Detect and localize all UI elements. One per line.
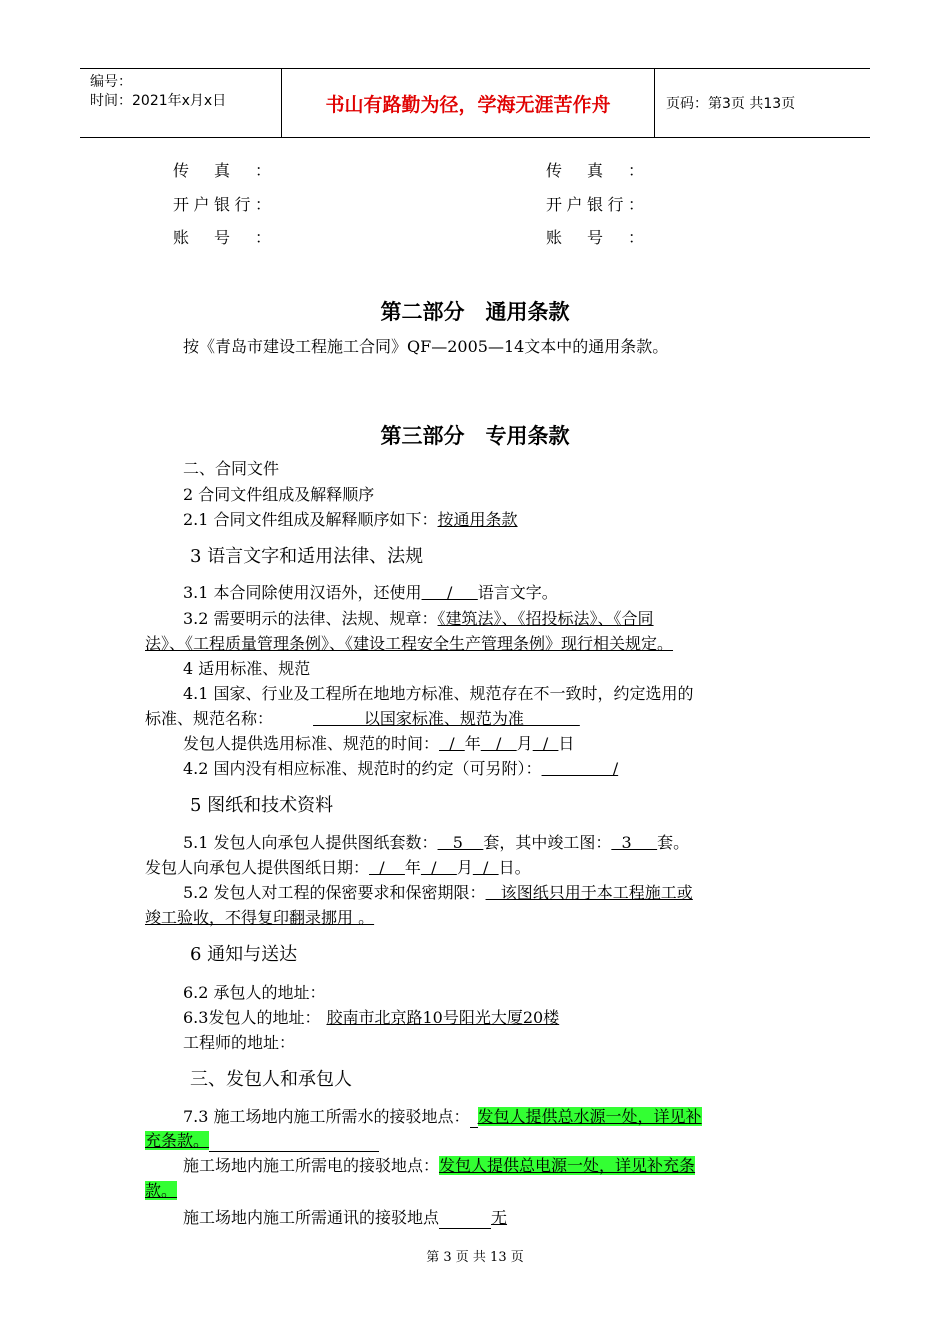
clause-4-1-name: 标准、规范名称： 以国家标准、规范为准 — [145, 709, 580, 728]
comm-point: 施工场地内施工所需通讯的接驳地点 无 — [183, 1208, 508, 1227]
section-3: 3 语言文字和适用法律、法规 — [190, 546, 424, 567]
part3-title: 第三部分 专用条款 — [380, 424, 570, 448]
engineer-address: 工程师的地址： — [183, 1033, 296, 1052]
fax-left: 传真： — [173, 161, 271, 180]
header-time: 时间：2021年x月x日 — [90, 93, 227, 109]
header-meta — [80, 69, 282, 137]
header-motto: 书山有路勤为径，学海无涯苦作舟 — [282, 69, 655, 137]
clause-6-3: 6.3发包人的地址： 胶南市北京路10号阳光大厦20楼 — [183, 1008, 560, 1027]
account-left: 账号： — [173, 228, 271, 247]
header-page-info: 页码：第3页 共13页 — [666, 96, 796, 112]
page-footer: 第 3 页 共 13 页 — [426, 1250, 524, 1265]
clause-5-1-date: 发包人向承包人提供图纸日期： / 年 / 月 / 日。 — [145, 858, 531, 877]
power-point: 施工场地内施工所需电的接驳地点：发包人提供总电源一处，详见补充条 — [183, 1156, 696, 1175]
section-5: 5 图纸和技术资料 — [190, 795, 334, 816]
clause-3-2-cont: 法》、《工程质量管理条例》、《建设工程安全生产管理条例》现行相关规定。 — [145, 634, 674, 653]
section-contract: 二、合同文件 — [183, 459, 280, 478]
section-2: 2 合同文件组成及解释顺序 — [183, 485, 375, 504]
clause-4-time: 发包人提供选用标准、规范的时间： / 年 / 月 / 日 — [183, 734, 575, 753]
clause-7-3-cont: 充条款。 — [145, 1130, 379, 1152]
clause-5-2: 5.2 发包人对工程的保密要求和保密期限： 该图纸只用于本工程施工或 — [183, 883, 693, 902]
part2-text: 按《青岛市建设工程施工合同》QF—2005—14文本中的通用条款。 — [183, 337, 669, 356]
clause-6-2: 6.2 承包人的地址： — [183, 983, 326, 1002]
fax-right: 传真： — [546, 161, 644, 180]
clause-5-2-cont: 竣工验收，不得复印翻录挪用 。 — [145, 908, 375, 927]
part2-title: 第二部分 通用条款 — [380, 300, 570, 324]
section-parties: 三、发包人和承包人 — [190, 1069, 352, 1090]
bank-left: 开户银行： — [173, 195, 271, 214]
section-6: 6 通知与送达 — [190, 944, 298, 965]
clause-5-1: 5.1 发包人向承包人提供图纸套数： 5 套，其中竣工图： 3 套。 — [183, 833, 690, 852]
clause-7-3: 7.3 施工场地内施工所需水的接驳地点： 发包人提供总水源一处，详见补 — [183, 1107, 702, 1126]
clause-4-2: 4.2 国内没有相应标准、规范时的约定（可另附）： / — [183, 759, 619, 778]
section-4: 4 适用标准、规范 — [183, 659, 311, 678]
clause-4-1: 4.1 国家、行业及工程所在地地方标准、规范存在不一致时，约定选用的 — [183, 684, 694, 703]
clause-3-1: 3.1 本合同除使用汉语外，还使用 / 语言文字。 — [183, 583, 558, 602]
header-number: 编号： — [90, 74, 132, 90]
account-right: 账号： — [546, 228, 644, 247]
clause-2-1: 2.1 合同文件组成及解释顺序如下：按通用条款 — [183, 510, 518, 529]
bank-right: 开户银行： — [546, 195, 644, 214]
clause-3-2: 3.2 需要明示的法律、法规、规章：《建筑法》、《招投标法》、《合同 — [183, 609, 654, 628]
page-header — [80, 68, 870, 138]
power-point-cont: 款。 — [145, 1181, 178, 1200]
